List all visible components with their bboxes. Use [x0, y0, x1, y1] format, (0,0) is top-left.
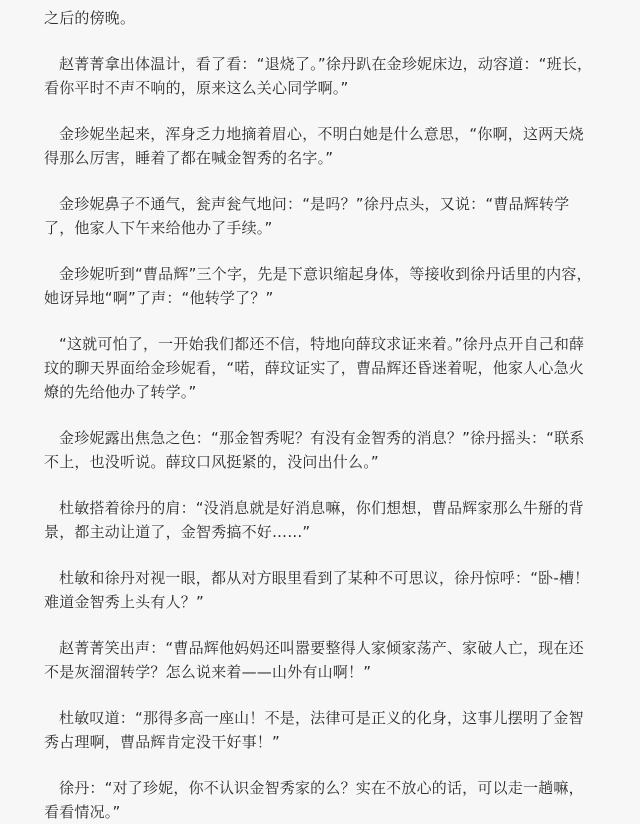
paragraph-12: 徐丹：“对了珍妮，你不认识金智秀家的么？实在不放心的话，可以走一趟嘛，看看情况。” — [44, 779, 584, 821]
paragraph-7: 金珍妮露出焦急之色：“那金智秀呢？有没有金智秀的消息？”徐丹摇头：“联系不上，也没听说。薛玟口风挺紧的，没问出什么。” — [44, 429, 585, 471]
paragraph-6: “这就可怕了，一开始我们都还不信，特地向薛玟求证来着。”徐丹点开自己和薛玟的聊天界面给金珍妮看，“喏，薛玟证实了，曹品辉还昏迷着呢，他家人心急火燎的先给他办了转学。” — [44, 335, 585, 401]
paragraph-10: 赵菁菁笑出声：“曹品辉他妈妈还叫嚣要整得人家倾家荡产、家破人亡，现在还不是灰溜溜转学？怎么说来着——山外有山啊！” — [44, 639, 584, 681]
paragraph-11: 杜敏叹道：“那得多高一座山！不是，法律可是正义的化身，这事儿摆明了金智秀占理啊，曹品辉肯定没干好事！” — [44, 709, 584, 751]
paragraph-9: 杜敏和徐丹对视一眼，都从对方眼里看到了某种不可思议，徐丹惊呼：“卧-槽！难道金智秀上头有人？” — [44, 569, 590, 611]
paragraph-1: 之后的傍晚。 — [44, 9, 136, 27]
paragraph-3: 金珍妮坐起来，浑身乏力地摘着眉心，不明白她是什么意思，“你啊，这两天烧得那么厉害，睡着了都在喊金智秀的名字。” — [44, 125, 584, 167]
paragraph-4: 金珍妮鼻子不通气，瓮声瓮气地问：“是吗？”徐丹点头，又说：“曹品辉转学了，他家人下午来给他办了手续。” — [44, 195, 570, 237]
paragraph-5: 金珍妮听到“曹品辉”三个字，先是下意识缩起身体，等接收到徐丹话里的内容，她讶异地“啊”了声：“他转学了？” — [44, 265, 592, 307]
paragraph-2: 赵菁菁拿出体温计，看了看：“退烧了。”徐丹趴在金珍妮床边，动容道：“班长，看你平时不声不响的，原来这么关心同学啊。” — [44, 55, 593, 97]
paragraph-8: 杜敏搭着徐丹的肩：“没消息就是好消息嘛，你们想想，曹品辉家那么牛掰的背景，都主动让道了，金智秀搞不好……” — [44, 499, 584, 541]
